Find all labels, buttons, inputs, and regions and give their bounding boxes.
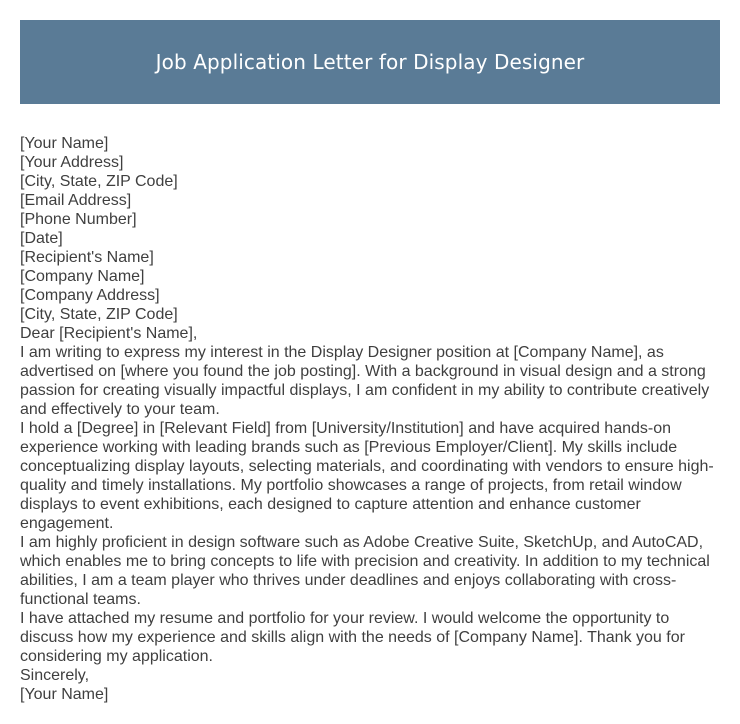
salutation: Dear [Recipient's Name], (20, 325, 198, 342)
page-title: Job Application Letter for Display Designer (155, 50, 585, 74)
sender-name: [Your Name] (20, 135, 109, 152)
recipient-company-address: [Company Address] (20, 287, 160, 304)
sender-address: [Your Address] (20, 154, 124, 171)
paragraph-experience: I hold a [Degree] in [Relevant Field] from [University/Institution] and have acquired hands-on experience working with leading brands such as [Previous Employer/Client]. My skills include conceptualizing display layouts, selecting materials, and coordinating with vendors to ensure high-quality and timely installations. My portfolio showcases a range of projects, from retail window displays to event exhibitions, each designed to capture attention and enhance customer engagement. (20, 420, 714, 532)
title-banner (20, 20, 720, 104)
sender-city-state-zip: [City, State, ZIP Code] (20, 173, 178, 190)
recipient-city-state-zip: [City, State, ZIP Code] (20, 306, 178, 323)
sender-email: [Email Address] (20, 192, 132, 209)
paragraph-closing: I have attached my resume and portfolio for your review. I would welcome the opportunity to discuss how my experience and skills align with the needs of [Company Name]. Thank you for considering my application. (20, 610, 685, 665)
signature: [Your Name] (20, 686, 109, 703)
paragraph-skills: I am highly proficient in design software such as Adobe Creative Suite, SketchUp, and AutoCAD, which enables me to bring concepts to life with precision and creativity. In addition to my technical abilities, I am a team player who thrives under deadlines and enjoys collaborating with cross-functional teams. (20, 534, 710, 608)
letter-body (20, 134, 720, 704)
sender-phone: [Phone Number] (20, 211, 137, 228)
recipient-name: [Recipient's Name] (20, 249, 154, 266)
paragraph-intro: I am writing to express my interest in the Display Designer position at [Company Name], as advertised on [where you found the job posting]. With a background in visual design and a strong passion for creating visually impactful displays, I am confident in my ability to contribute creatively and effectively to your team. (20, 344, 710, 418)
recipient-company: [Company Name] (20, 268, 145, 285)
letter-date: [Date] (20, 230, 63, 247)
closing: Sincerely, (20, 667, 90, 684)
